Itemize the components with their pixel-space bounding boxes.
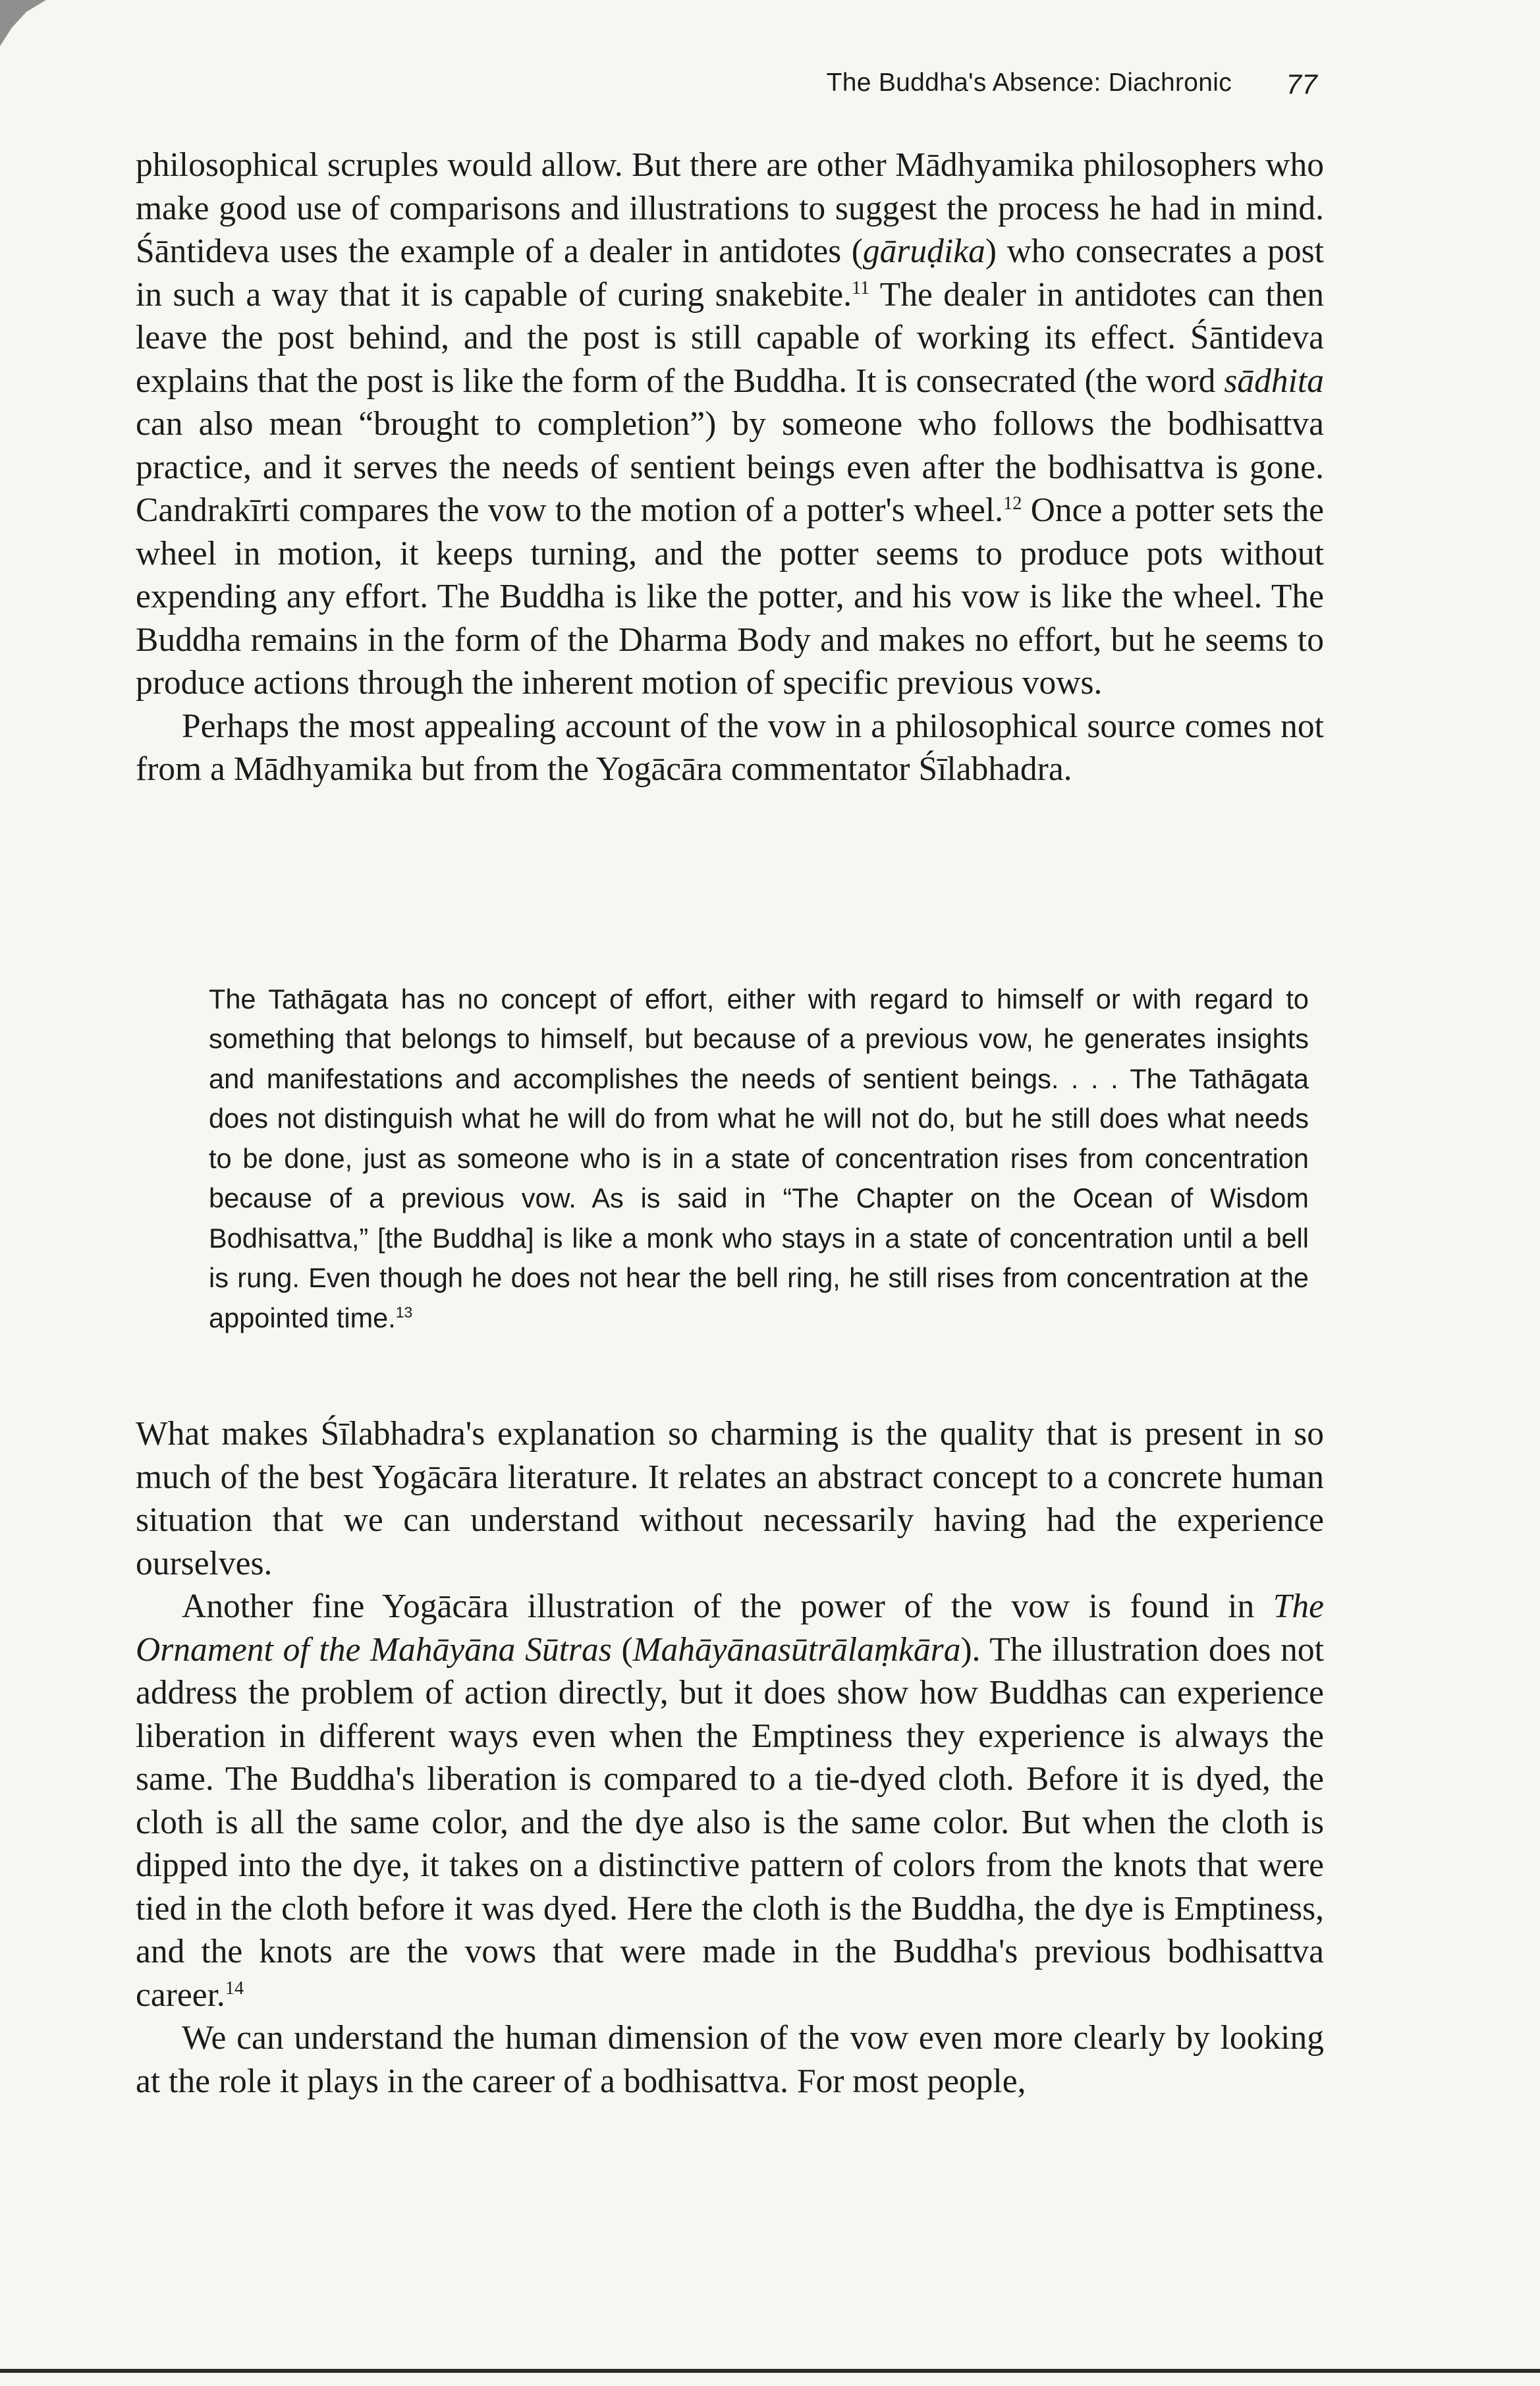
text-run: We can understand the human dimension of the vow even more clearly by looking at the role it plays in the career of a bodhisattva. For most people,: [136, 2019, 1324, 2100]
paragraph: [136, 144, 1324, 705]
page-header: [132, 66, 1317, 105]
body-text-top: [136, 144, 1324, 791]
paragraph: [136, 1412, 1324, 1585]
text-run: (: [611, 1630, 633, 1669]
block-quote-silabhadra: [209, 980, 1309, 1339]
paragraph: [136, 705, 1324, 791]
paragraph: [136, 1585, 1324, 2016]
footnote-marker: 12: [1003, 493, 1022, 514]
body-text-bottom: [136, 1412, 1324, 2103]
text-run: Another fine Yogācāra illustration of the power of the vow is found in: [182, 1588, 1273, 1625]
page-number: 77: [1286, 69, 1317, 99]
footnote-marker: 14: [225, 1978, 244, 1999]
text-run: The Tathāgata has no concept of effort, either with regard to himself or with regard to something that belongs to himself, but because of a previous vow, he generates insights and manifestations and accomplishes the needs of sentient beings. . . . The Tathāgata does not distinguish what he will do from what he will not do, but he still does what needs to be done, just as someone who is in a state of concentration rises from concentration because of a previous vow. As is said in “The Chapter on the Ocean of Wisdom Bodhisattva,” [the Buddha] is like a monk who stays in a state of concentration until a bell is rung. Even though he does not hear the bell ring, he still rises from concentration at the appointed time.: [209, 983, 1309, 1333]
footnote-marker: 11: [851, 277, 870, 298]
text-run: The dealer in antidotes can then leave the post behind, and the post is still capable of working its effect. Śāntideva explains that the post is like the form of the Buddha. It is consecrated (the word: [136, 275, 1325, 400]
italic-term: gāruḍika: [862, 233, 985, 270]
running-title: The Buddha's Absence: Diachronic: [826, 69, 1232, 97]
footnote-marker: 13: [395, 1303, 413, 1321]
text-run: ) who consecrates a post in such a way that it is capable of curing snakebite.: [136, 233, 1324, 314]
text-run: What makes Śīlabhadra's explanation so charming is the quality that is present in so much of the best Yogācāra literature. It relates an abstract concept to a concrete human situation that we can understand without necessarily having had the experience ourselves.: [136, 1415, 1324, 1582]
scan-corner-mark: [0, 0, 59, 59]
text-run: can also mean “brought to completion”) by someone who follows the bodhisattva practice, and it serves the needs of sentient beings even after the bodhisattva is gone. Candrakīrti compares the vow to the motion of a potter's wheel.: [136, 405, 1324, 529]
italic-term: The Ornament of the Mahāyāna Sūtras: [136, 1588, 1324, 1669]
paragraph: [136, 2016, 1324, 2103]
quote-paragraph: [209, 980, 1309, 1339]
text-run: philosophical scruples would allow. But there are other Mādhyamika philosophers who make good use of comparisons and illustrations to suggest the process he had in mind. Śāntideva uses the example of a dealer in antidotes (: [136, 146, 1324, 270]
text-run: Perhaps the most appealing account of the vow in a philosophical source comes not from a Mādhyamika but from the Yogācāra commentator Śīlabhadra.: [136, 707, 1324, 788]
page-bottom-edge: [0, 2369, 1540, 2373]
italic-term: sādhita: [1224, 362, 1324, 400]
text-run: Once a potter sets the wheel in motion, it keeps turning, and the potter seems to produce pots without expending any effort. The Buddha is like the potter, and his vow is like the wheel. The Buddha remains in the form of the Dharma Body and makes no effort, but he seems to produce actions through the inherent motion of specific previous vows.: [136, 491, 1325, 702]
text-run: ). The illustration does not address the problem of action directly, but it does show how Buddhas can experience liberation in different ways even when the Emptiness they experience is always the same. The Buddha's liberation is compared to a tie-dyed cloth. Before it is dyed, the cloth is all the same color, and the dye also is the same color. But when the cloth is dipped into the dye, it takes on a distinctive pattern of colors from the knots that were tied in the cloth before it was dyed. Here the cloth is the Buddha, the dye is Emptiness, and the knots are the vows that were made in the Buddha's previous bodhisattva career.: [136, 1630, 1324, 2014]
italic-term: Mahāyānasūtrālaṃkāra: [632, 1630, 961, 1669]
